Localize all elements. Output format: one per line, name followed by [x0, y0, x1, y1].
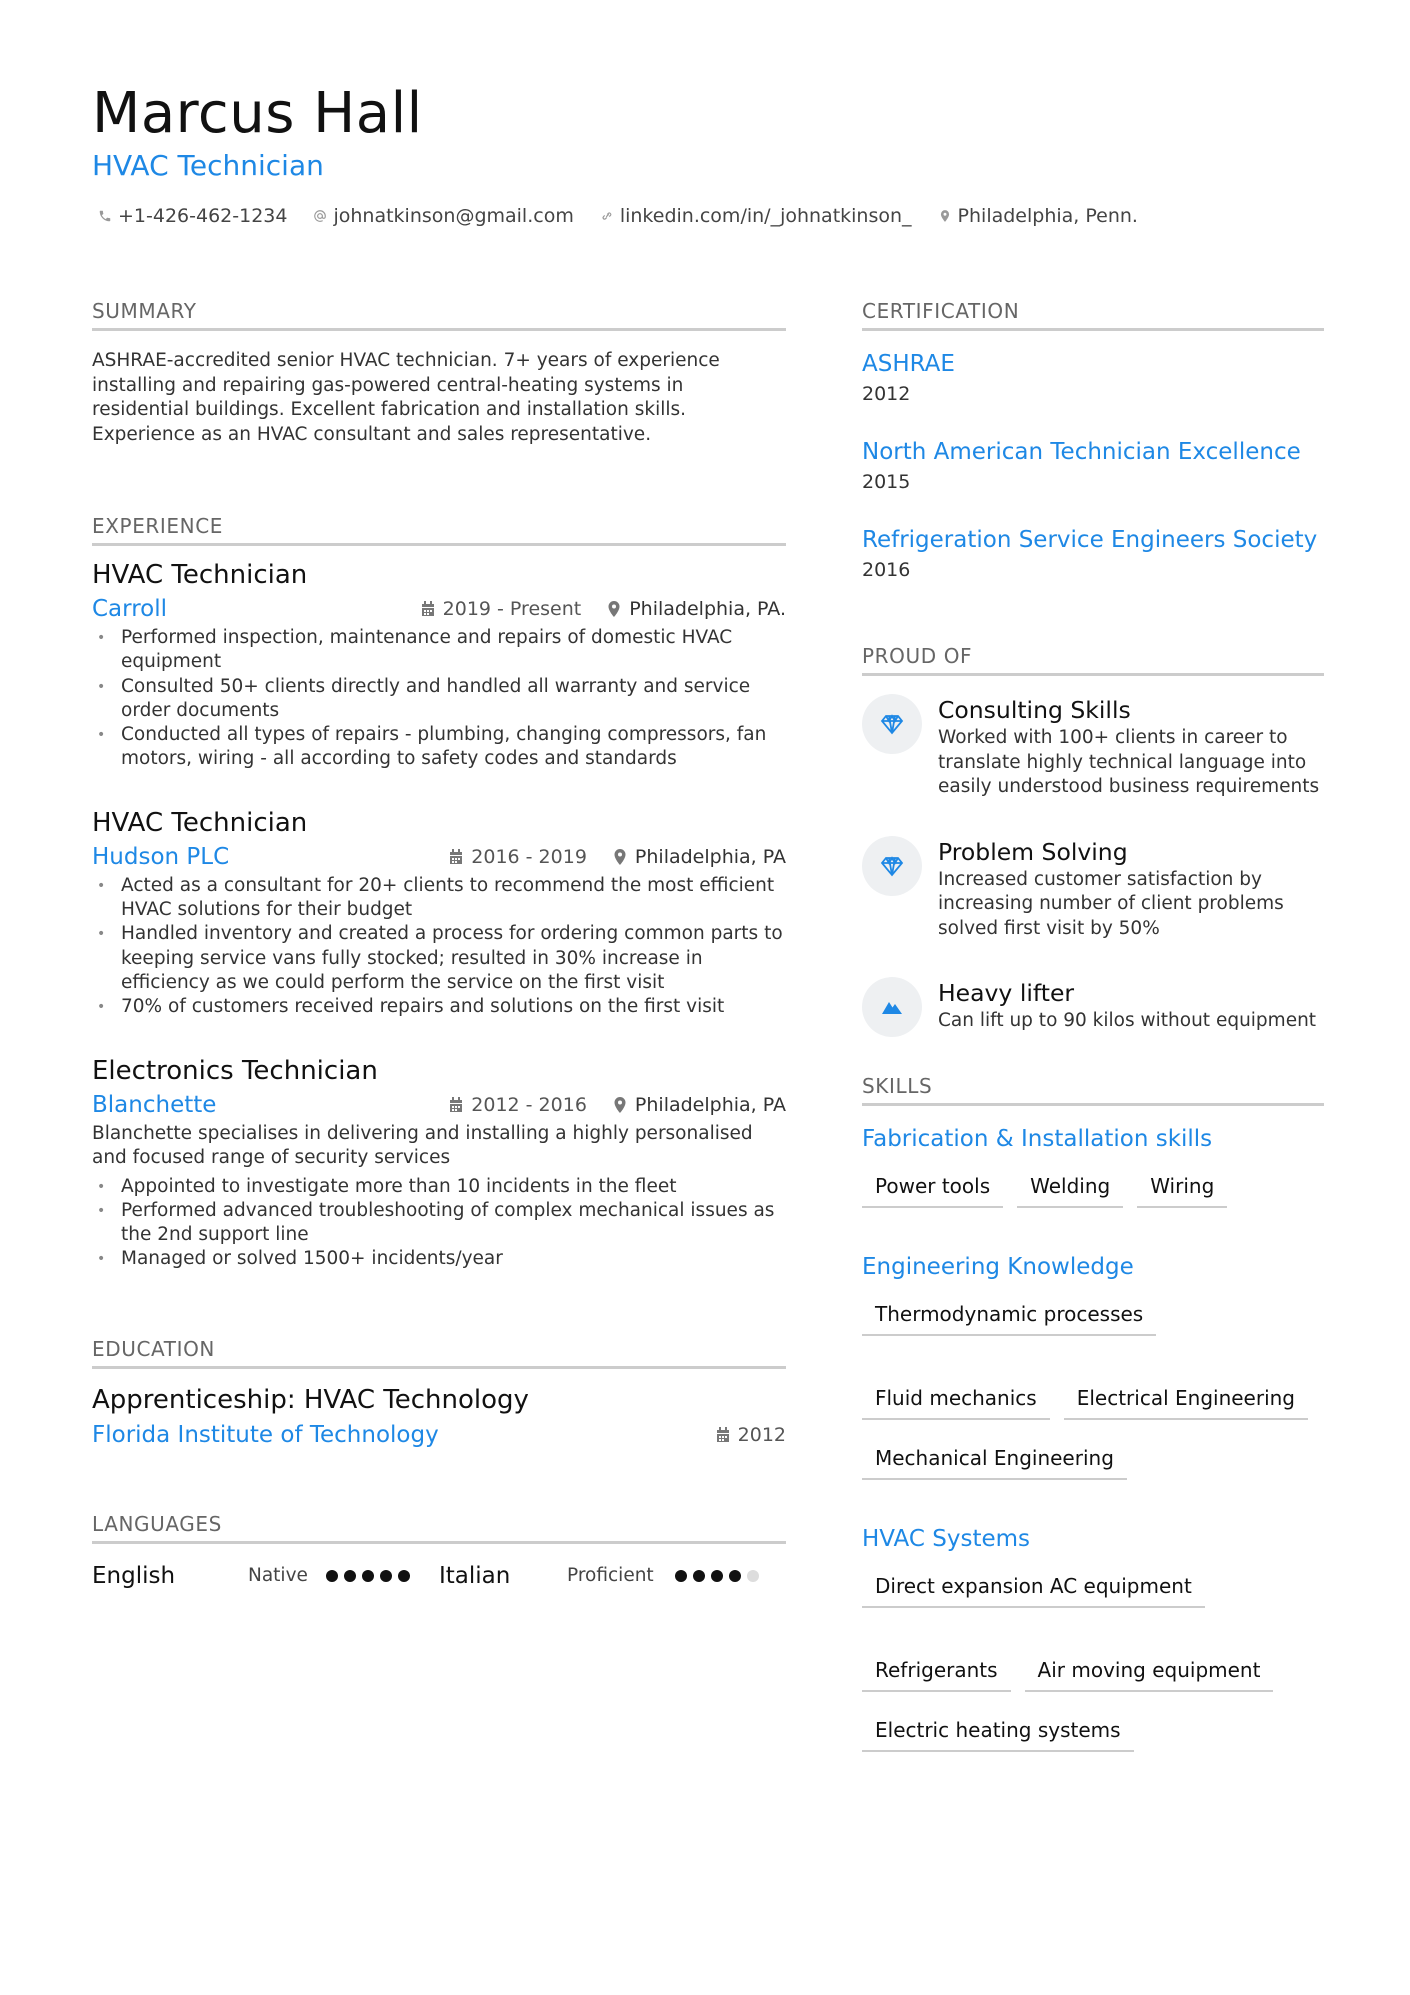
language-level: Native: [248, 1565, 308, 1587]
phone-icon: [98, 209, 112, 223]
calendar-icon: [716, 1427, 730, 1443]
contact-linkedin[interactable]: [600, 202, 912, 230]
experience-section: [92, 511, 786, 1272]
skill-tag: Refrigerants: [862, 1656, 1011, 1692]
language-name: English: [92, 1562, 176, 1589]
proud-item: [862, 977, 1324, 1037]
proficiency-dot: [747, 1570, 759, 1582]
diamond-icon: [880, 854, 904, 878]
languages-section: [92, 1509, 786, 1594]
skill-tag: Wiring: [1137, 1172, 1227, 1208]
job-entry-title: Electronics Technician: [92, 1055, 378, 1086]
job-entry: [92, 806, 786, 1020]
skill-tag: Air moving equipment: [1025, 1656, 1274, 1692]
proficiency-dot: [729, 1570, 741, 1582]
education-year: 2012: [737, 1423, 786, 1446]
proficiency-dot: [398, 1570, 410, 1582]
languages-heading: LANGUAGES: [92, 1509, 786, 1544]
proud-title: Consulting Skills: [938, 696, 1131, 724]
job-title: HVAC Technician: [92, 149, 324, 182]
skill-group-name: Engineering Knowledge: [862, 1254, 1134, 1280]
location-pin-icon: [938, 209, 952, 223]
certification-item: [862, 437, 1324, 497]
contact-location: [938, 202, 1138, 230]
certification-name: North American Technician Excellence: [862, 439, 1301, 465]
proud-item: [862, 836, 1324, 942]
proud-icon-badge: [862, 977, 922, 1037]
mountain-icon: [880, 995, 904, 1019]
bullet-item: • Consulted 50+ clients directly and handled all warranty and service order documents: [92, 675, 786, 724]
proud-of-section: [862, 641, 1324, 1037]
diamond-icon: [880, 712, 904, 736]
job-location: Philadelphia, PA.: [629, 598, 786, 620]
calendar-icon: [449, 849, 463, 865]
contact-bar: [98, 202, 1138, 230]
bullet-item: • Acted as a consultant for 20+ clients to recommend the most efficient HVAC solutions for their budget: [92, 874, 786, 923]
proficiency-dot: [693, 1570, 705, 1582]
language-item: [92, 1563, 439, 1589]
certification-section: [862, 296, 1324, 585]
language-name: Italian: [439, 1562, 511, 1589]
skill-group-name: HVAC Systems: [862, 1526, 1031, 1552]
job-entry: [92, 558, 786, 772]
skill-tag: Electric heating systems: [862, 1716, 1134, 1752]
proud-desc: Increased customer satisfaction by increasing number of client problems solved first visit by 50%: [938, 868, 1284, 939]
skill-group: [862, 1124, 1324, 1208]
education-school: Florida Institute of Technology: [92, 1421, 439, 1448]
experience-heading: EXPERIENCE: [92, 511, 786, 546]
job-entry-title: HVAC Technician: [92, 807, 308, 838]
bullet-item: • Performed advanced troubleshooting of complex mechanical issues as the 2nd support line: [92, 1199, 786, 1248]
job-dates: 2016 - 2019: [471, 845, 587, 868]
proud-icon-badge: [862, 836, 922, 896]
skill-group: [862, 1524, 1324, 1752]
calendar-icon: [449, 1097, 463, 1113]
job-dates: 2019 - Present: [442, 598, 582, 620]
location-pin-icon: [613, 1097, 627, 1113]
proud-icon-badge: [862, 694, 922, 754]
candidate-name: Marcus Hall: [92, 81, 423, 146]
skill-tag: Direct expansion AC equipment: [862, 1572, 1205, 1608]
right-column: [862, 296, 1324, 1752]
education-section: [92, 1334, 786, 1453]
certification-year: 2016: [862, 559, 911, 581]
job-company: Hudson PLC: [92, 843, 230, 870]
skill-tag: Welding: [1017, 1172, 1123, 1208]
job-entry: [92, 1054, 786, 1272]
proficiency-dots: [326, 1570, 410, 1582]
job-bullets: [92, 626, 786, 772]
proficiency-dot: [362, 1570, 374, 1582]
job-bullets: [92, 1175, 786, 1272]
summary-heading: SUMMARY: [92, 296, 786, 331]
left-column: [92, 296, 786, 1594]
job-location: Philadelphia, PA: [634, 1093, 786, 1116]
proud-of-heading: PROUD OF: [862, 641, 1324, 676]
at-icon: [313, 209, 327, 223]
bullet-item: • Handled inventory and created a process for ordering common parts to keeping service vans fully stocked; resulted in 30% increase in efficiency as we could perform the service on the first visit: [92, 922, 786, 995]
education-degree: Apprenticeship: HVAC Technology: [92, 1384, 529, 1415]
job-company: Carroll: [92, 596, 168, 622]
bullet-item: • Performed inspection, maintenance and repairs of domestic HVAC equipment: [92, 626, 786, 675]
job-entry-title: HVAC Technician: [92, 560, 308, 590]
job-dates: 2012 - 2016: [471, 1093, 587, 1116]
certification-name: ASHRAE: [862, 351, 955, 377]
proud-desc: Worked with 100+ clients in career to translate highly technical language into easily understood business requirements: [938, 727, 1320, 797]
calendar-icon: [421, 601, 435, 617]
bullet-item: • Conducted all types of repairs - plumbing, changing compressors, fan motors, wiring - all according to safety codes and standards: [92, 723, 786, 772]
proficiency-dot: [326, 1570, 338, 1582]
skill-group: [862, 1252, 1324, 1480]
contact-phone[interactable]: [98, 202, 287, 230]
proud-item: [862, 694, 1324, 800]
skills-heading: SKILLS: [862, 1071, 1324, 1106]
skill-tag: Fluid mechanics: [862, 1384, 1050, 1420]
summary-section: [92, 296, 786, 447]
skill-tag: Mechanical Engineering: [862, 1444, 1127, 1480]
summary-text: ASHRAE-accredited senior HVAC technician. 7+ years of experience installing and repairing gas-powered central-heating systems in residential buildings. Excellent fabrication and installation skills. Experience as an HVAC consultant and sales representative.: [92, 350, 720, 445]
email-text: johnatkinson@gmail.com: [333, 205, 574, 227]
job-location: Philadelphia, PA: [634, 845, 786, 868]
proficiency-dot: [675, 1570, 687, 1582]
bullet-item: • Managed or solved 1500+ incidents/year: [92, 1247, 786, 1271]
proficiency-dot: [344, 1570, 356, 1582]
contact-email[interactable]: [313, 202, 573, 230]
language-level: Proficient: [567, 1565, 654, 1587]
proud-title: Heavy lifter: [938, 979, 1075, 1007]
certification-year: 2015: [862, 471, 911, 493]
certification-item: [862, 349, 1324, 409]
phone-text: +1-426-462-1234: [118, 205, 288, 227]
bullet-item: • 70% of customers received repairs and solutions on the first visit: [92, 995, 786, 1019]
skill-group-name: Fabrication & Installation skills: [862, 1126, 1213, 1152]
skills-section: [862, 1071, 1324, 1752]
skill-tag: Electrical Engineering: [1064, 1384, 1308, 1420]
proficiency-dot: [380, 1570, 392, 1582]
job-company: Blanchette: [92, 1091, 217, 1118]
skill-tag: Power tools: [862, 1172, 1003, 1208]
education-heading: EDUCATION: [92, 1334, 786, 1369]
skill-tag: Thermodynamic processes: [862, 1300, 1156, 1336]
certification-item: [862, 525, 1324, 585]
location-pin-icon: [607, 601, 621, 617]
proud-desc: Can lift up to 90 kilos without equipment: [938, 1010, 1317, 1031]
linkedin-text: linkedin.com/in/_johnatkinson_: [619, 205, 912, 227]
proficiency-dots: [675, 1570, 759, 1582]
bullet-item: • Appointed to investigate more than 10 incidents in the fleet: [92, 1175, 786, 1199]
job-bullets: [92, 874, 786, 1020]
certification-heading: CERTIFICATION: [862, 296, 1324, 331]
proud-title: Problem Solving: [938, 837, 1128, 866]
certification-name: Refrigeration Service Engineers Society: [862, 527, 1318, 553]
proficiency-dot: [711, 1570, 723, 1582]
certification-year: 2012: [862, 383, 911, 405]
link-icon: [600, 209, 614, 223]
language-item: [439, 1563, 786, 1589]
location-pin-icon: [613, 849, 627, 865]
location-text: Philadelphia, Penn.: [957, 205, 1138, 227]
job-description: Blanchette specialises in delivering and installing a highly personalised and focused range of security services: [92, 1122, 753, 1169]
